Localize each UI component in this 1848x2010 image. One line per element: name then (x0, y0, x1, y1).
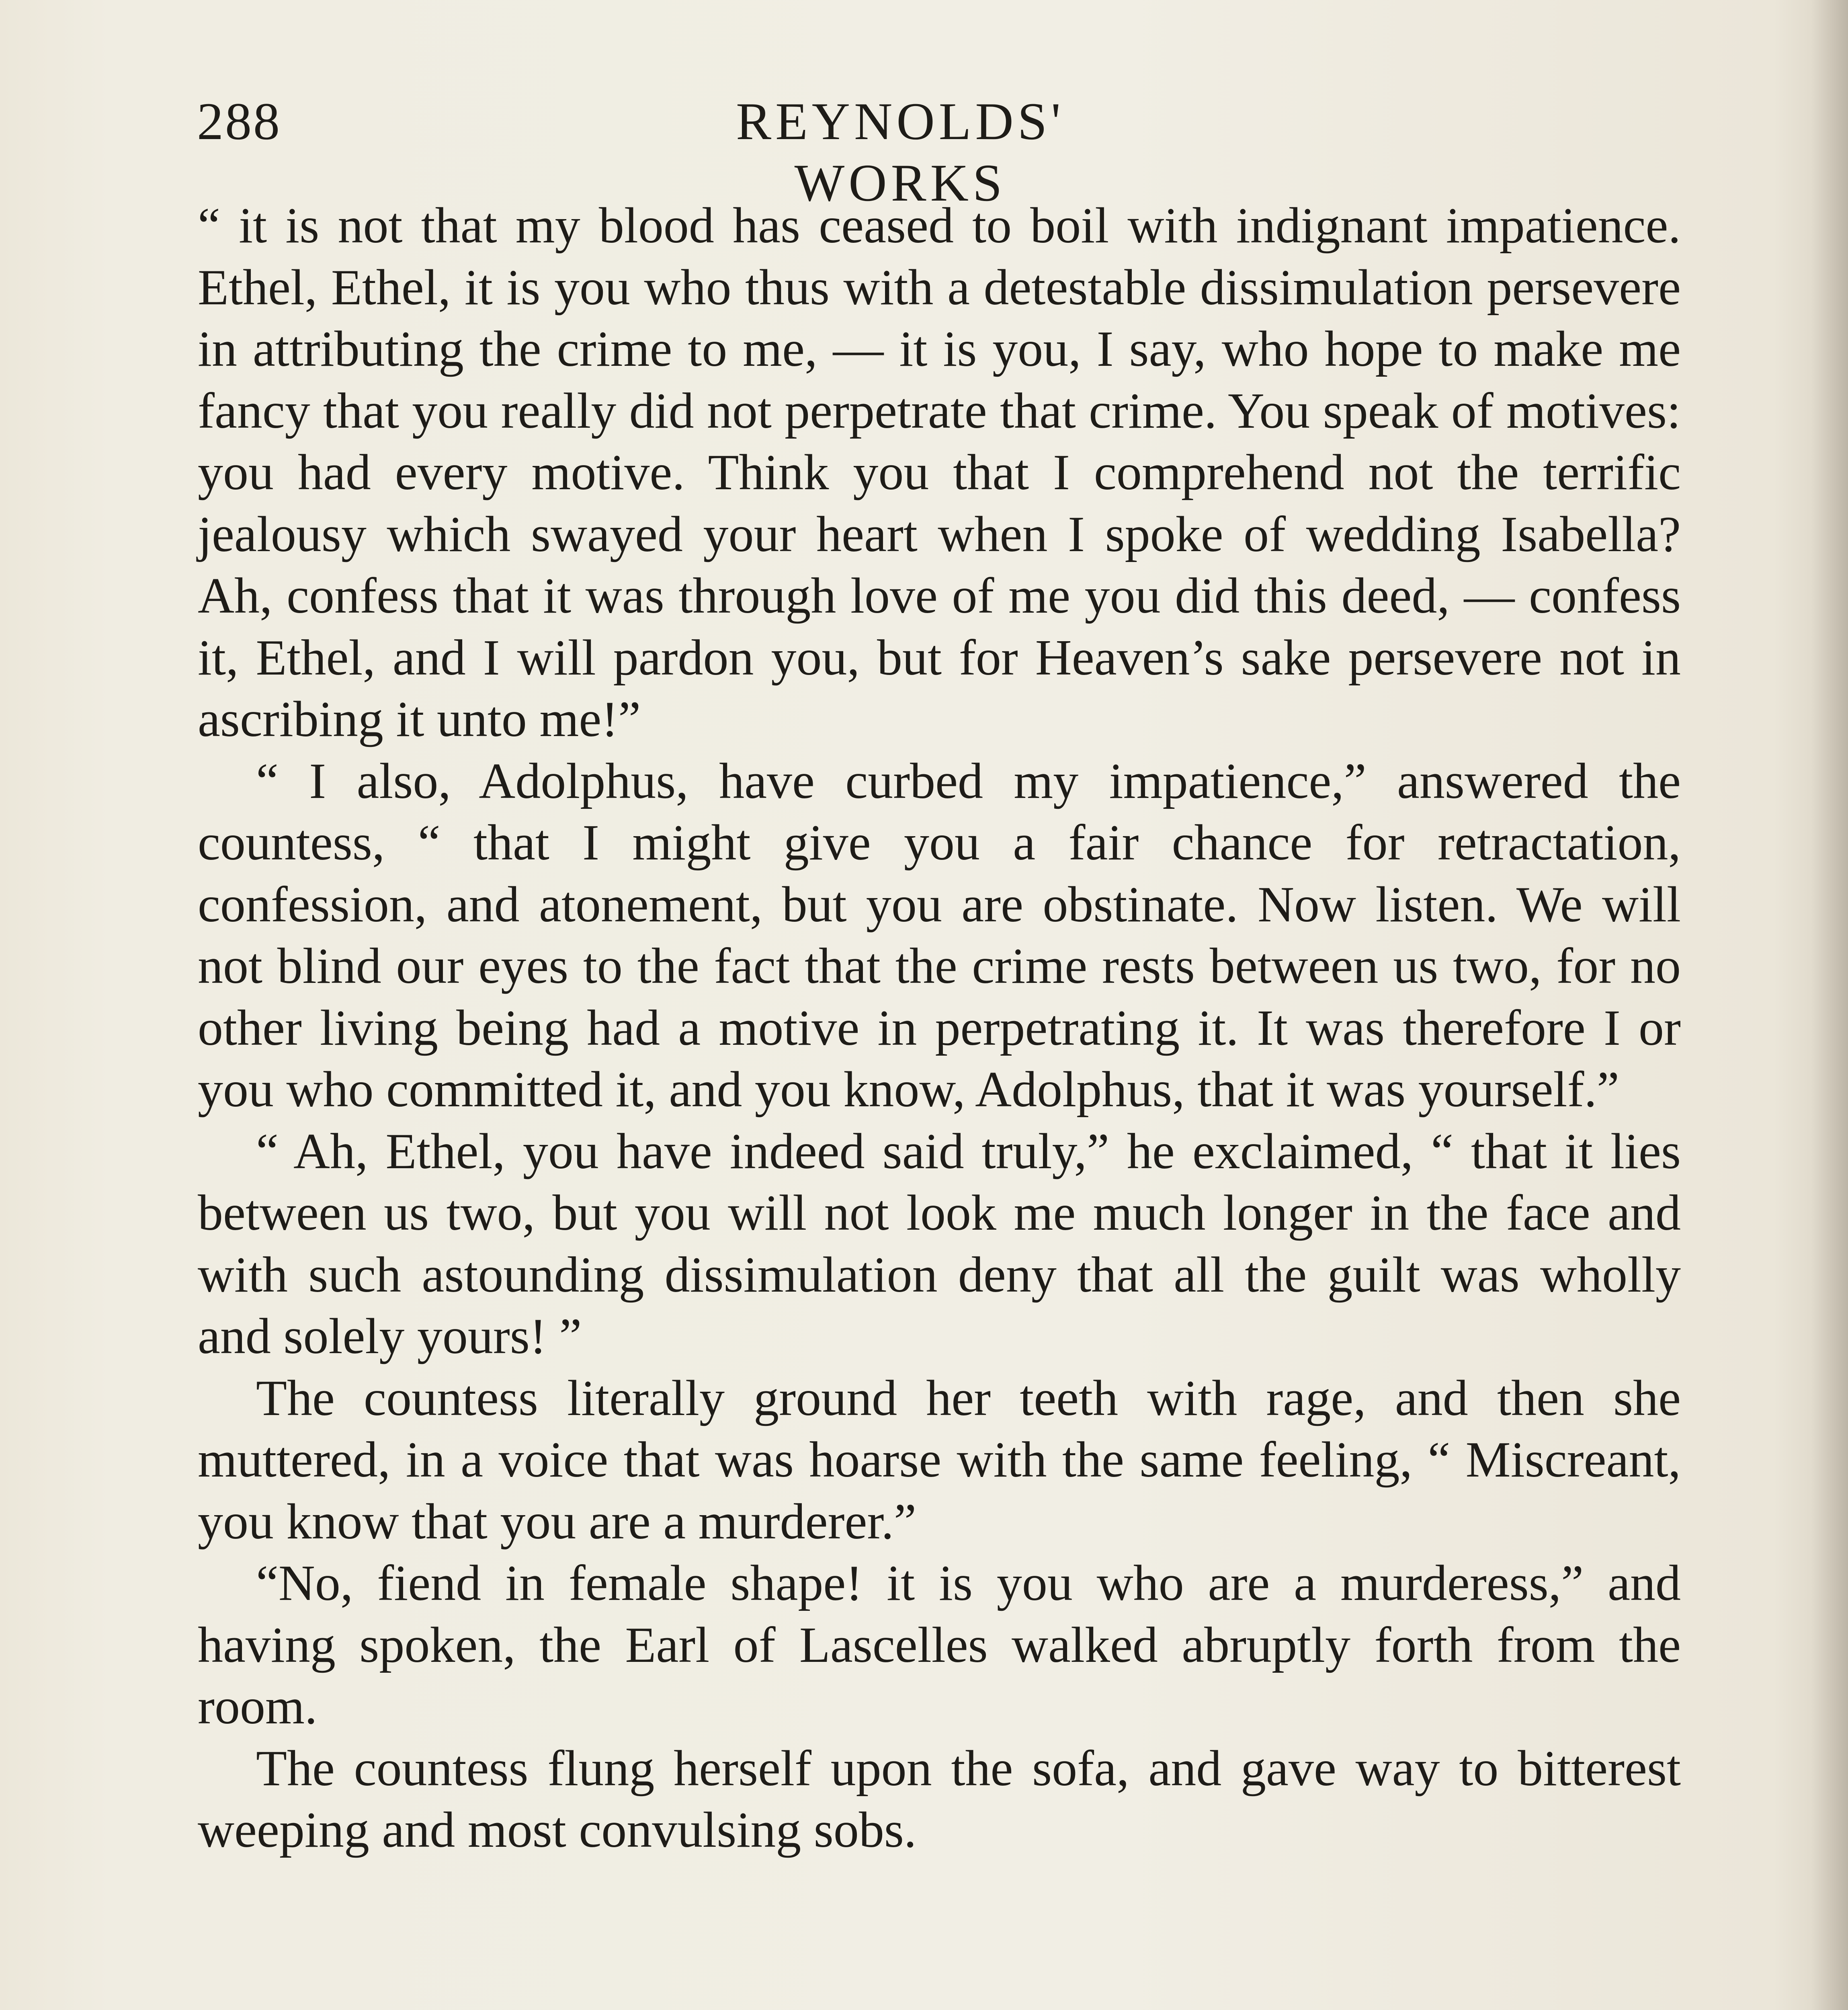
page-number: 288 (197, 92, 281, 151)
running-head: REYNOLDS' WORKS (736, 92, 1065, 212)
paragraph: “ Ah, Ethel, you have indeed said truly,” he exclaimed, “ that it lies between us two, but you will not look me much longer in the face and with such astounding dissimulation deny that all the guilt was wholly and solely yours! ” (198, 1123, 1681, 1364)
paragraph: The countess literally ground her teeth with rage, and then she muttered, in a voice that was hoarse with the same feeling, “ Miscreant, you know that you are a murderer.” (198, 1370, 1681, 1550)
paragraph: “No, fiend in female shape! it is you who are a murderess,” and having spoken, the Earl of Lascelles walked abruptly forth from the room. (198, 1555, 1681, 1735)
page-edge-shadow (1812, 0, 1848, 2010)
paragraph: The countess flung herself upon the sofa, and gave way to bitterest weeping and most convulsing sobs. (198, 1740, 1681, 1858)
page-header (197, 90, 1680, 212)
paragraph: “ I also, Adolphus, have curbed my impatience,” answered the countess, “ that I might give you a fair chance for retractation, confession, and atonement, but you are obstinate. Now listen. We will not blind our eyes to the fact that the crime rests between us two, for no other living being had a motive in perpetrating it. It was therefore I or you who committed it, and you know, Adolphus, that it was yourself.” (198, 753, 1681, 1118)
paragraph: “ it is not that my blood has ceased to boil with indignant impatience. Ethel, Ethel, it is you who thus with a detestable dissimulation persevere in attributing the crime to me, — it is you, I say, who hope to make me fancy that you really did not perpetrate that crime. You speak of motives: you had every motive. Think you that I comprehend not the terrific jealousy which swayed your heart when I spoke of wedding Isabella? Ah, confess that it was through love of me you did this deed, — confess it, Ethel, and I will pardon you, but for Heaven’s sake persevere not in ascribing it unto me!” (198, 198, 1681, 747)
body-text (198, 195, 1681, 1861)
